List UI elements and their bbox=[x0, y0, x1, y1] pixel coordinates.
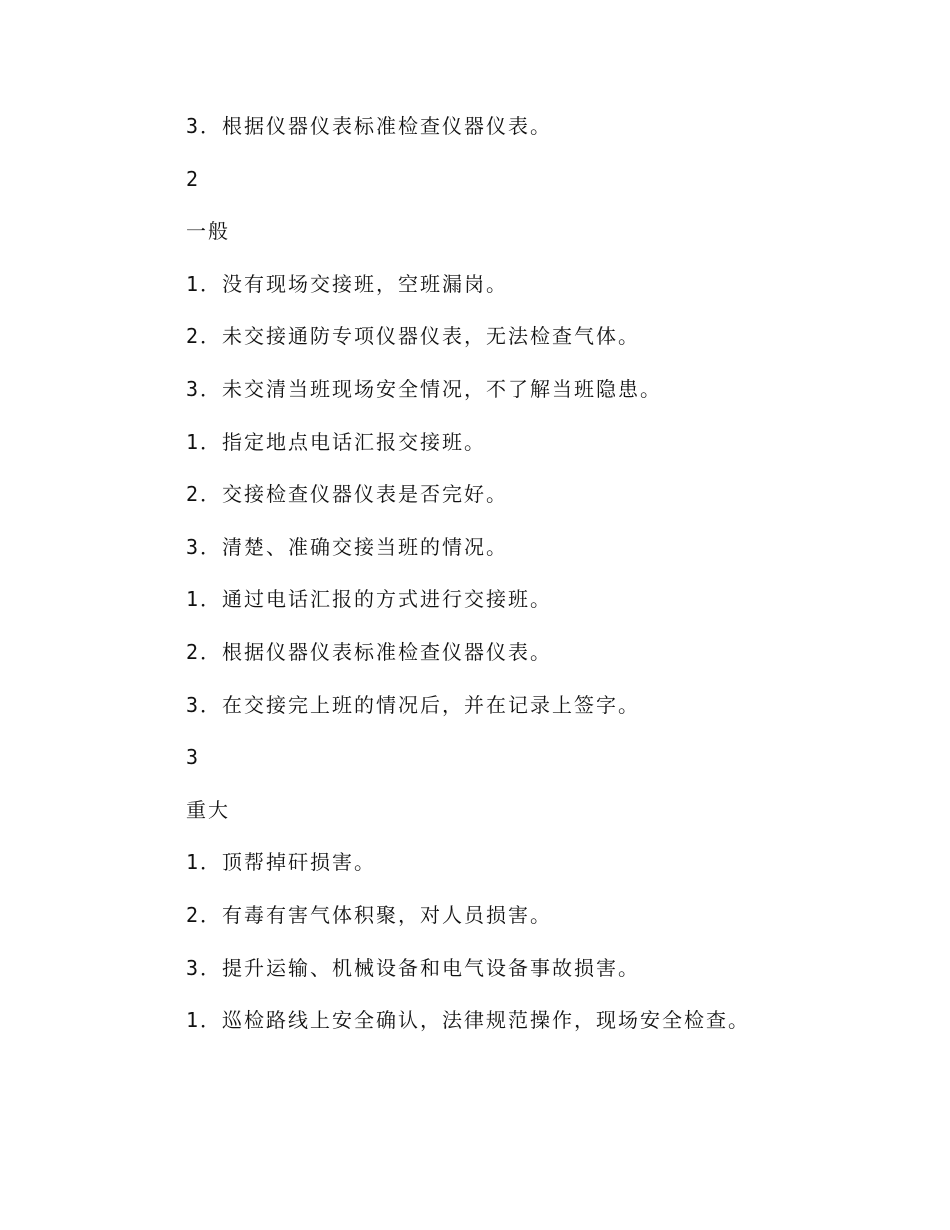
document-body bbox=[186, 110, 906, 1057]
text-line: 3．根据仪器仪表标准检查仪器仪表。 bbox=[186, 114, 553, 138]
text-line: 2 bbox=[186, 166, 201, 191]
text-line: 3．在交接完上班的情况后，并在记录上签字。 bbox=[186, 692, 641, 717]
text-line: 2．未交接通防专项仪器仪表，无法检查气体。 bbox=[186, 324, 641, 349]
text-line: 一般 bbox=[186, 219, 230, 244]
text-line: 2．根据仪器仪表标准检查仪器仪表。 bbox=[186, 639, 553, 664]
text-line: 3 bbox=[186, 745, 201, 770]
text-line: 2．交接检查仪器仪表是否完好。 bbox=[186, 482, 509, 507]
text-line: 1．通过电话汇报的方式进行交接班。 bbox=[186, 587, 553, 612]
text-line: 3．提升运输、机械设备和电气设备事故损害。 bbox=[186, 955, 641, 980]
text-line: 3．清楚、准确交接当班的情况。 bbox=[186, 534, 509, 559]
text-line: 3．未交清当班现场安全情况，不了解当班隐患。 bbox=[186, 376, 663, 401]
text-line: 1．指定地点电话汇报交接班。 bbox=[186, 429, 487, 454]
text-line: 1．巡检路线上安全确认，法律规范操作，现场安全检查。 bbox=[186, 1008, 751, 1033]
text-line: 重大 bbox=[186, 797, 230, 822]
text-line: 1．顶帮掉矸损害。 bbox=[186, 850, 377, 875]
text-line: 2．有毒有害气体积聚，对人员损害。 bbox=[186, 902, 553, 927]
text-line: 1．没有现场交接班，空班漏岗。 bbox=[186, 271, 509, 296]
